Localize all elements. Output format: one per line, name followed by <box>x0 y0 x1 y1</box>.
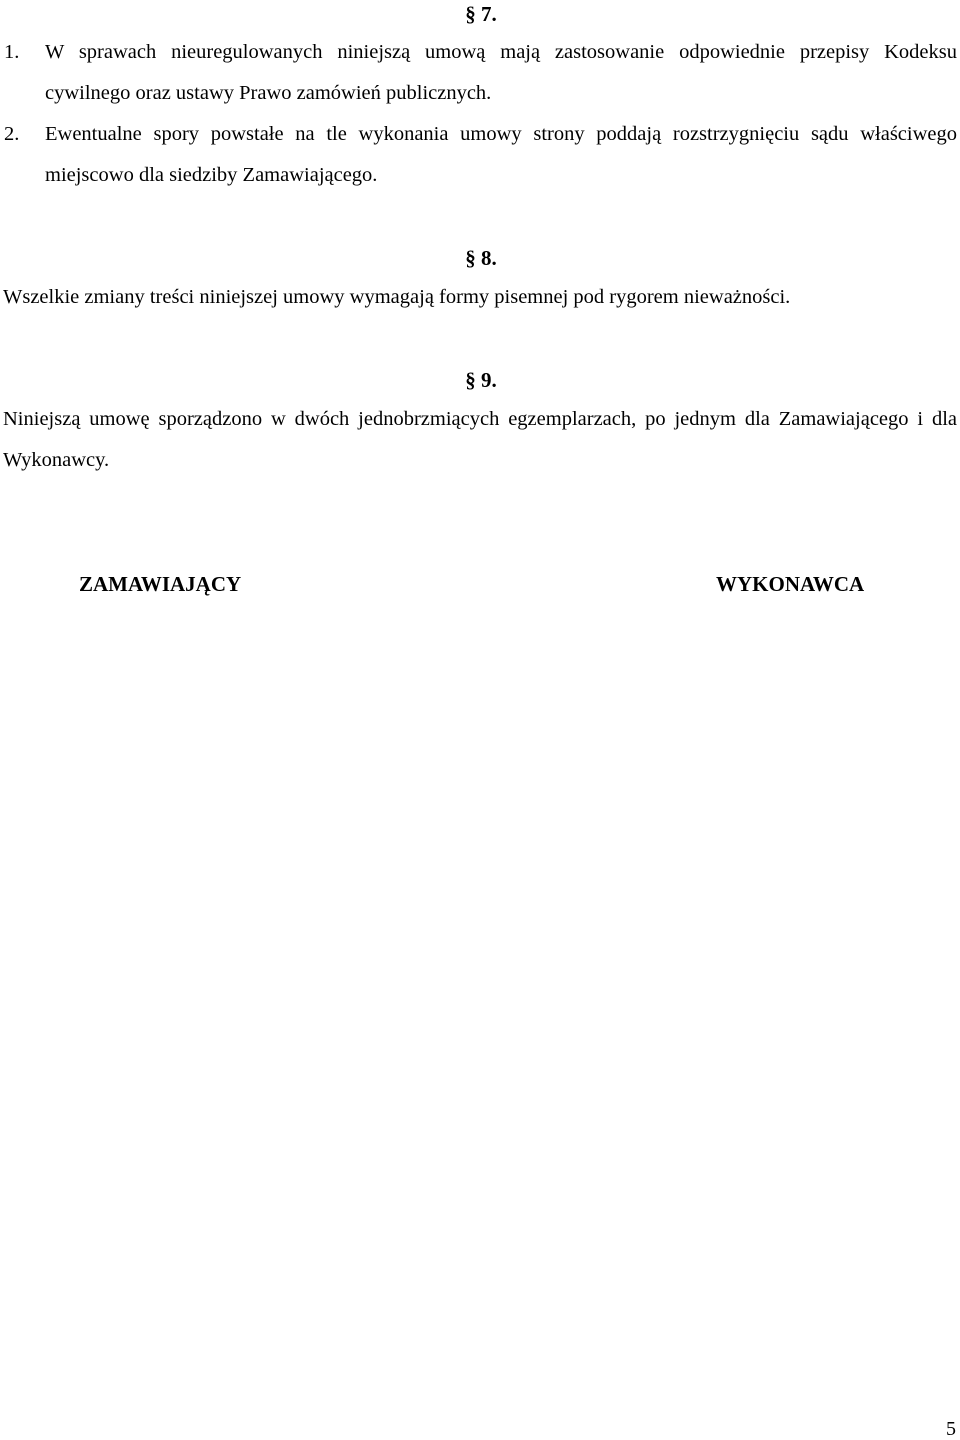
item-number: 1. <box>4 41 20 63</box>
section-8-paragraph: Wszelkie zmiany treści niniejszej umowy wymagają formy pisemnej pod rygorem nieważności. <box>3 286 791 308</box>
page-number: 5 <box>946 1418 956 1440</box>
signature-wykonawca: WYKONAWCA <box>716 572 865 596</box>
signature-zamawiajacy: ZAMAWIAJĄCY <box>79 572 242 596</box>
section-8-heading: § 8. <box>465 246 497 270</box>
item-text: W sprawach nieuregulowanych niniejszą umową mają zastosowanie odpowiednie przepisy Kodeksu cywilnego oraz ustawy Prawo zamówień publicznych. <box>45 40 957 104</box>
section-7-heading: § 7. <box>465 2 497 26</box>
section-9-heading: § 9. <box>465 368 497 392</box>
item-number: 2. <box>4 123 20 145</box>
section-9-paragraph: Niniejszą umowę sporządzono w dwóch jednobrzmiących egzemplarzach, po jednym dla Zamawiającego i dla Wykonawcy. <box>3 408 957 471</box>
item-text: Ewentualne spory powstałe na tle wykonania umowy strony poddają rozstrzygnięciu sądu właściwego miejscowo dla siedziby Zamawiającego. <box>45 122 957 186</box>
